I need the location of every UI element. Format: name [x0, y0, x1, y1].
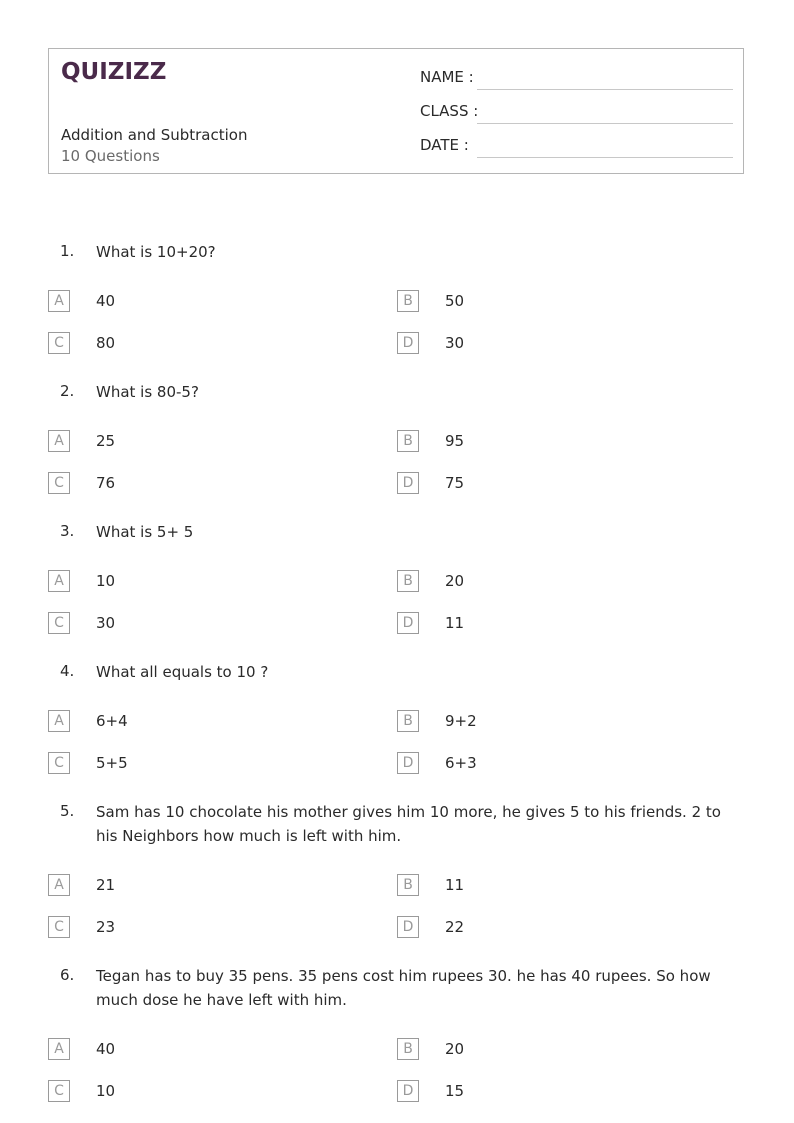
option-text: 50: [445, 292, 465, 310]
worksheet-header: [48, 48, 744, 174]
name-label: NAME :: [420, 68, 474, 86]
question-text: What is 80-5?: [96, 383, 199, 401]
option-text: 10: [96, 1082, 116, 1100]
option-text: 76: [96, 474, 116, 492]
option-box[interactable]: D: [397, 612, 419, 634]
option-box[interactable]: D: [397, 472, 419, 494]
option-box[interactable]: C: [48, 916, 70, 938]
name-field[interactable]: [420, 68, 733, 90]
class-label: CLASS :: [420, 102, 479, 120]
option-text: 9+2: [445, 712, 477, 730]
question-number: 2.: [60, 382, 75, 400]
option-box[interactable]: A: [48, 874, 70, 896]
option-text: 30: [445, 334, 465, 352]
question-number: 6.: [60, 966, 75, 984]
option-box[interactable]: A: [48, 1038, 70, 1060]
option-box[interactable]: B: [397, 710, 419, 732]
option-text: 11: [445, 876, 465, 894]
option-text: 25: [96, 432, 116, 450]
question-text: What all equals to 10 ?: [96, 663, 269, 681]
option-text: 10: [96, 572, 116, 590]
option-box[interactable]: C: [48, 612, 70, 634]
option-text: 40: [96, 1040, 116, 1058]
quizizz-logo: QUIZIZZ: [61, 59, 167, 85]
option-box[interactable]: D: [397, 752, 419, 774]
option-text: 20: [445, 1040, 465, 1058]
option-text: 23: [96, 918, 116, 936]
option-box[interactable]: C: [48, 1080, 70, 1102]
question-text: What is 10+20?: [96, 243, 216, 261]
option-box[interactable]: D: [397, 332, 419, 354]
option-box[interactable]: A: [48, 290, 70, 312]
question-count: 10 Questions: [61, 147, 160, 165]
question-number: 3.: [60, 522, 75, 540]
option-text: 15: [445, 1082, 465, 1100]
question-text: What is 5+ 5: [96, 523, 194, 541]
question-text: Sam has 10 chocolate his mother gives him 10 more, he gives 5 to his friends. 2 to his Neighbors how much is left with him.: [96, 803, 721, 845]
option-box[interactable]: C: [48, 332, 70, 354]
option-box[interactable]: B: [397, 290, 419, 312]
option-text: 95: [445, 432, 465, 450]
option-box[interactable]: A: [48, 570, 70, 592]
option-box[interactable]: B: [397, 1038, 419, 1060]
option-box[interactable]: B: [397, 874, 419, 896]
option-text: 6+3: [445, 754, 477, 772]
option-text: 6+4: [96, 712, 128, 730]
option-text: 5+5: [96, 754, 128, 772]
option-text: 22: [445, 918, 465, 936]
option-box[interactable]: C: [48, 752, 70, 774]
option-text: 40: [96, 292, 116, 310]
option-box[interactable]: B: [397, 570, 419, 592]
option-text: 20: [445, 572, 465, 590]
date-label: DATE :: [420, 136, 469, 154]
name-line: [477, 89, 733, 90]
question-text: Tegan has to buy 35 pens. 35 pens cost him rupees 30. he has 40 rupees. So how much dose he have left with him.: [96, 967, 711, 1009]
question-number: 1.: [60, 242, 75, 260]
question-number: 5.: [60, 802, 75, 820]
option-text: 11: [445, 614, 465, 632]
option-box[interactable]: A: [48, 430, 70, 452]
date-line: [477, 157, 733, 158]
option-text: 30: [96, 614, 116, 632]
option-box[interactable]: C: [48, 472, 70, 494]
date-field[interactable]: [420, 136, 733, 158]
class-field[interactable]: [420, 102, 733, 124]
class-line: [477, 123, 733, 124]
option-box[interactable]: A: [48, 710, 70, 732]
option-box[interactable]: B: [397, 430, 419, 452]
option-box[interactable]: D: [397, 1080, 419, 1102]
worksheet-title: Addition and Subtraction: [61, 126, 248, 144]
question-number: 4.: [60, 662, 75, 680]
option-text: 21: [96, 876, 116, 894]
option-text: 80: [96, 334, 116, 352]
option-text: 75: [445, 474, 465, 492]
option-box[interactable]: D: [397, 916, 419, 938]
